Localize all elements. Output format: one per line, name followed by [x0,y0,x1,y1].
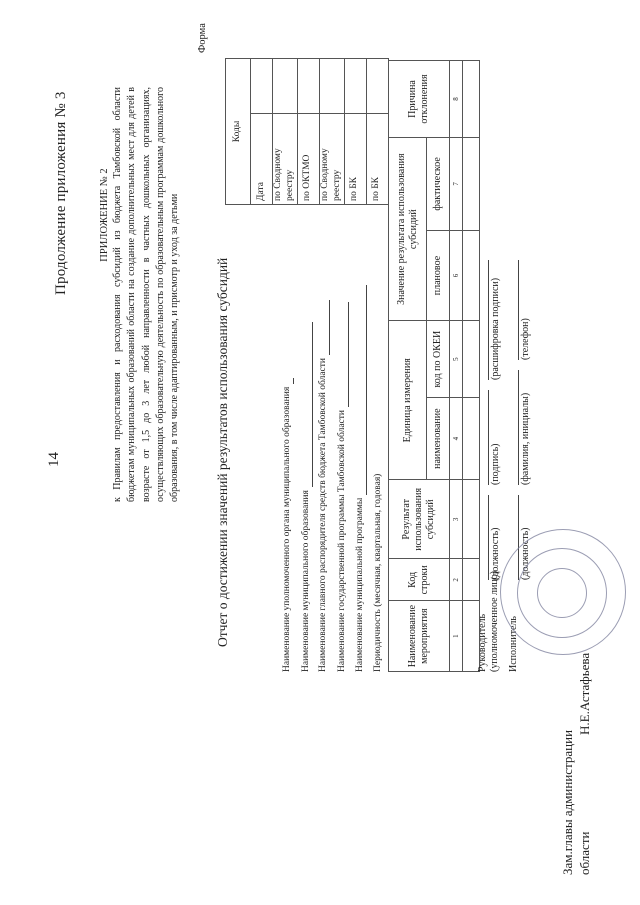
col-value-fact: фактическое [427,138,450,231]
codes-row-value [273,59,298,114]
col-number: 4 [450,398,463,480]
caption-decode: (расшифровка подписи) [490,277,501,380]
col-event: Наименование мероприятия [389,601,450,672]
caption-name: (фамилия, инициалы) [520,392,531,485]
codes-row-label: по БК [344,114,366,205]
caption-position: (должность) [490,527,501,580]
codes-row-label: по ОКТМО [297,114,319,205]
field-label: Наименование уполномоченного органа муниципального образования [282,386,292,672]
col-reason: Причина отклонения [389,61,450,138]
codes-header: Коды [226,59,251,205]
col-unit-name: наименование [427,398,450,480]
codes-row-value [366,59,388,114]
field-label: Наименование муниципального образования [301,490,311,672]
col-unit-okei: код по ОКЕИ [427,321,450,398]
rules-reference-text: к Правилам предоставления и расходования субсидий из бюджета Тамбовской области бюджетам муниципальных образований области на создание дополнительных мест для детей в возрасте от 1,5 до 3 лет любой направленности в частных дошкольных организациях, осуществляющих образовательную деятельность по образовательным программам дошкольного образования, в том числе адаптированным, и присмотр и уход за детьми [112,87,181,502]
caption-phone: (телефон) [520,318,531,360]
signature-line [506,260,519,360]
field-label: Наименование муниципальной программы [355,497,365,672]
fill-line [284,378,294,384]
fill-line [339,302,349,407]
col-row-code: Код строки [389,559,450,601]
fill-line [320,300,330,355]
col-result: Результат использования субсидий [389,480,450,559]
table-cell [463,138,480,231]
field-authority [282,378,294,672]
col-number: 1 [450,601,463,672]
field-main-manager [318,300,330,672]
codes-row-value [297,59,319,114]
form-label: Форма [197,23,208,53]
col-number: 6 [450,230,463,320]
field-municipal-program [355,285,367,672]
codes-row-label: по Сводному реестру [319,114,344,205]
signature-line [476,260,489,380]
footer-position-line2: области [577,831,592,875]
results-table [388,60,480,672]
field-periodicity [373,474,385,672]
col-unit: Единица измерения [389,321,427,480]
executor-label: Исполнитель [508,616,519,672]
field-label: Периодичность (месячная, квартальная, годовая) [373,473,383,672]
appendix-title: ПРИЛОЖЕНИЕ № 2 [99,168,110,262]
caption-signature: (подпись) [490,443,501,485]
field-state-program [337,302,349,672]
col-number: 2 [450,559,463,601]
fill-line [303,322,313,487]
field-municipality [301,322,313,672]
report-title: Отчет о достижении значений результатов использования субсидий [215,257,230,647]
page-number: 14 [46,452,62,467]
stamp-center-ring [537,568,587,618]
signature-line [476,390,489,485]
codes-row-value [344,59,366,114]
footer-signatory-name: Н.Е.Астафьева [577,652,592,735]
caption-position: (должность) [520,527,531,580]
head-label: Руководитель [477,613,488,672]
codes-row-label: по БК [366,114,388,205]
codes-row-value [251,59,273,114]
field-label: Наименование государственной программы Тамбовской области [337,410,347,672]
col-number: 3 [450,480,463,559]
field-label: Наименование главного распорядителя средств бюджета Тамбовской области [318,358,328,672]
codes-row-label: по Сводному реестру [273,114,298,205]
codes-row-label: Дата [251,114,273,205]
col-value: Значение результата использования субсидий [389,138,427,321]
signature-line [476,495,489,580]
head-sublabel: (уполномоченное лицо) [489,570,500,672]
col-number: 7 [450,138,463,231]
codes-table [225,58,389,205]
signature-line [506,370,519,485]
fill-line [357,285,367,495]
col-number: 8 [450,61,463,138]
table-cell [463,61,480,138]
codes-row-value [319,59,344,114]
continuation-title: Продолжение приложения № 3 [53,91,69,295]
official-stamp [500,529,626,655]
footer-position-line1: Зам.главы администрации [560,729,575,875]
col-number: 5 [450,321,463,398]
col-value-plan: плановое [427,230,450,320]
